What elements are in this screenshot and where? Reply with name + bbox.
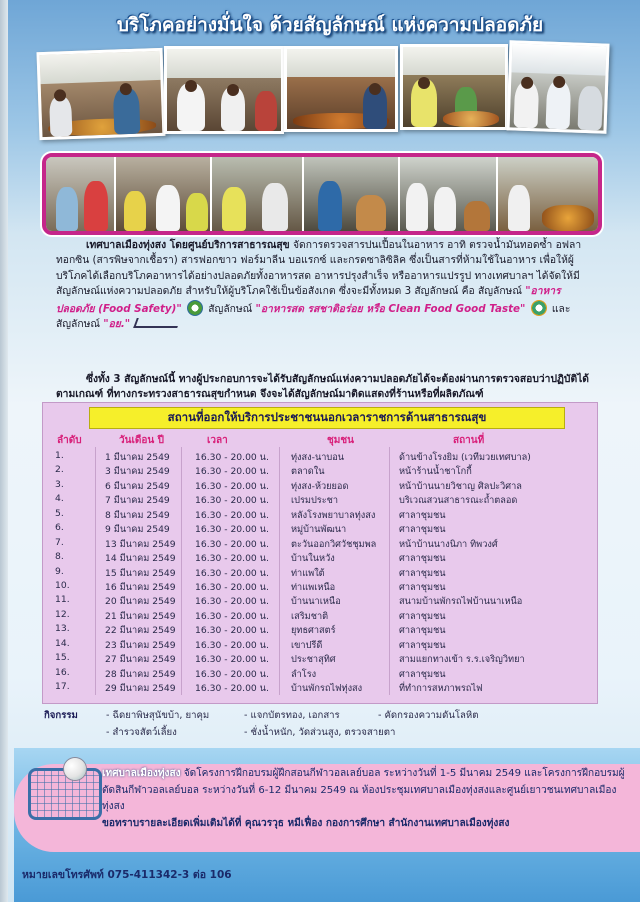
cell-community: เปรมประชา [291, 495, 339, 507]
cell-no: 15. [55, 652, 70, 664]
cell-place: ศาลาชุมชน [399, 581, 446, 593]
market-photo-2 [164, 46, 284, 134]
cell-community: เขาปรีดี [291, 639, 323, 651]
cell-place: ศาลาชุมชน [399, 567, 446, 579]
cell-community: เสริมชาติ [291, 610, 329, 622]
cell-time: 16.30 - 20.00 น. [195, 654, 269, 666]
strip-photo-5 [400, 157, 498, 231]
header-time: เวลา [207, 435, 228, 446]
cell-time: 16.30 - 20.00 น. [195, 610, 269, 622]
table-row [47, 463, 595, 477]
page-edge [0, 0, 8, 902]
cell-place: ศาลาชุมชน [399, 610, 446, 622]
symbols-paragraph: ซึ่งทั้ง 3 สัญลักษณ์นี้ ทางผู้ประกอบการจะได้รับสัญลักษณ์แห่งความปลอดภัยได้จะต้องผ่านการตรวจสอบว่าปฏิบัติได้ตามเกณฑ์ ที่ทางกระทรวงสาธารณสุขกำหนด จึงจะได้สัญลักษณ์มาติดแสดงที่ร้านหรือที่ผลิตภัณฑ์ [56, 373, 589, 401]
table-title: สถานที่ออกให้บริการประชาชนนอกเวลาราชการด้านสาธารณสุข [89, 407, 565, 429]
cell-place: ศาลาชุมชน [399, 509, 446, 521]
footer-line1: จัดโครงการฝึกอบรมผู้ฝึกสอนกีฬาวอลเลย์บอล ระหว่างวันที่ 1-5 มีนาคม 2549 [183, 768, 522, 779]
cell-community: ท่าแพเหนือ [291, 581, 336, 593]
market-photo-4 [400, 44, 508, 130]
cell-time: 16.30 - 20.00 น. [195, 480, 269, 492]
cell-no: 16. [55, 666, 70, 678]
cell-place: หน้าร้านน้ำชาโกกี้ [399, 466, 472, 478]
cell-date: 23 มีนาคม 2549 [105, 639, 176, 651]
cell-community: ยุทธศาสตร์ [291, 625, 336, 637]
intro-paragraph [56, 238, 596, 332]
activity-item: - คัดกรองความดันโลหิต [378, 710, 479, 721]
cell-date: 7 มีนาคม 2549 [105, 495, 170, 507]
cell-place: ศาลาชุมชน [399, 625, 446, 637]
cell-community: บ้านนาเหนือ [291, 596, 341, 608]
cell-date: 21 มีนาคม 2549 [105, 610, 176, 622]
cell-date: 22 มีนาคม 2549 [105, 625, 176, 637]
cell-no: 1. [55, 450, 64, 461]
cell-no: 17. [55, 681, 70, 692]
cell-no: 3. [55, 478, 64, 490]
cell-place: ศาลาชุมชน [399, 524, 446, 536]
cell-date: 3 มีนาคม 2549 [105, 466, 170, 478]
activity-item: - แจกบัตรทอง, เอกสาร [244, 710, 340, 721]
activities-label: กิจกรรม [44, 710, 78, 721]
cell-date: 1 มีนาคม 2549 [105, 452, 170, 463]
table-row [47, 565, 595, 579]
cell-time: 16.30 - 20.00 น. [195, 596, 269, 608]
photo-row-top [38, 42, 608, 144]
strip-photo-4 [304, 157, 400, 231]
cell-no: 10. [55, 579, 70, 591]
strip-photo-1 [46, 157, 116, 231]
cell-community: ตะวันออกวิศวัชชุมพล [291, 538, 377, 550]
cell-no: 13. [55, 623, 70, 635]
symbol-food-safety: "อาหารปลอดภัย (Food Safety)" [56, 285, 561, 315]
table-row [47, 666, 595, 680]
activities-section [44, 706, 604, 746]
cell-no: 8. [55, 551, 64, 563]
photo-strip [42, 153, 602, 235]
cell-time: 16.30 - 20.00 น. [195, 495, 269, 507]
cell-no: 2. [55, 464, 64, 476]
cell-date: 8 มีนาคม 2549 [105, 509, 170, 521]
table-row [47, 521, 595, 535]
table-row [47, 622, 595, 636]
table-row [47, 449, 595, 463]
cell-community: ท่าแพใต้ [291, 567, 325, 579]
strip-photo-6 [498, 157, 602, 231]
table-body [47, 449, 595, 694]
cell-community: หลังโรงพยาบาลทุ่งสง [291, 509, 376, 521]
cell-no: 11. [55, 594, 70, 606]
table-row [47, 593, 595, 607]
cell-community: ทุ่งสง-ห้วยยอด [291, 480, 349, 492]
cell-time: 16.30 - 20.00 น. [195, 581, 269, 593]
footer-text [102, 766, 632, 832]
cell-no: 12. [55, 608, 70, 620]
footer-org: เทศบาลเมืองทุ่งสง [102, 768, 181, 779]
cell-date: 15 มีนาคม 2549 [105, 567, 176, 579]
table-row [47, 478, 595, 492]
cell-no: 14. [55, 637, 70, 649]
cell-date: 16 มีนาคม 2549 [105, 581, 176, 593]
cell-time: 16.30 - 20.00 น. [195, 668, 269, 680]
cell-no: 4. [55, 493, 64, 505]
activity-item: - สำรวจสัตว์เลี้ยง [106, 727, 177, 738]
intro-mid: สัญลักษณ์ [208, 302, 253, 315]
strip-photo-3 [212, 157, 304, 231]
cell-date: 27 มีนาคม 2549 [105, 654, 176, 666]
cell-community: ประชาสุทิศ [291, 654, 336, 666]
table-row [47, 536, 595, 550]
table-row [47, 608, 595, 622]
table-row [47, 637, 595, 651]
table-row [47, 492, 595, 506]
cell-community: บ้านในหวัง [291, 553, 335, 565]
symbol-clean-food: "อาหารสด รสชาติอร่อย หรือ Clean Food Good Taste" [255, 302, 526, 315]
cell-place: ศาลาชุมชน [399, 553, 446, 565]
cell-time: 16.30 - 20.00 น. [195, 639, 269, 651]
volleyball-net-icon [28, 768, 102, 820]
cell-place: สนามบ้านพักรถไฟบ้านนาเหนือ [399, 596, 523, 608]
cell-date: 29 มีนาคม 2549 [105, 683, 176, 694]
cell-time: 16.30 - 20.00 น. [195, 466, 269, 478]
symbol-oy: "อย." [103, 318, 131, 331]
footer-line2: และโครงการฝึกอบรมผู้ตัดสินกีฬาวอลเลย์บอล ระหว่างวันที่ 6-12 มีนาคม 2549 ณ ห้องประชุมเทศบาลเมืองทุ่งสงและศูนย์เยาวชนเทศบาลเมืองทุ่งสง [102, 768, 625, 812]
cell-date: 9 มีนาคม 2549 [105, 524, 170, 536]
clean-food-emblem-icon [531, 300, 547, 316]
table-header [43, 433, 599, 447]
cell-no: 7. [55, 536, 64, 548]
cell-time: 16.30 - 20.00 น. [195, 683, 269, 694]
cell-date: 14 มีนาคม 2549 [105, 553, 176, 565]
cell-place: หน้าบ้านนายวิชาญ ศิลปะวิศาล [399, 480, 522, 492]
cell-time: 16.30 - 20.00 น. [195, 509, 269, 521]
cell-community: ลำโรง [291, 668, 317, 680]
volleyball-icon [64, 758, 86, 780]
cell-place: ศาลาชุมชน [399, 639, 446, 651]
strip-photo-2 [116, 157, 212, 231]
market-photo-1 [37, 48, 166, 140]
cell-time: 16.30 - 20.00 น. [195, 553, 269, 565]
cell-date: 20 มีนาคม 2549 [105, 596, 176, 608]
header-date: วันเดือน ปี [119, 435, 165, 446]
cell-time: 16.30 - 20.00 น. [195, 625, 269, 637]
footer-section [14, 748, 640, 902]
header-place: สถานที่ [453, 435, 485, 446]
table-row [47, 680, 595, 694]
cell-no: 5. [55, 507, 64, 519]
cell-time: 16.30 - 20.00 น. [195, 452, 269, 463]
intro-and: และสัญลักษณ์ [56, 302, 571, 331]
header-no: ลำดับ [57, 435, 82, 446]
cell-place: ศาลาชุมชน [399, 668, 446, 680]
cell-date: 6 มีนาคม 2549 [105, 480, 170, 492]
cell-community: หมู่บ้านพัฒนา [291, 524, 347, 536]
cell-time: 16.30 - 20.00 น. [195, 567, 269, 579]
cell-community: ทุ่งสง-นาบอน [291, 452, 345, 463]
schedule-table [42, 402, 598, 704]
table-row [47, 550, 595, 564]
cell-place: สามแยกทางเข้า ร.ร.เจริญวิทยา [399, 654, 525, 666]
cell-place: ด้านข้างโรงยิม (เวทีมวยเทศบาล) [399, 452, 531, 463]
activity-item: - ชั่งน้ำหนัก, วัดส่วนสูง, ตรวจสายตา [244, 727, 396, 738]
table-row [47, 651, 595, 665]
table-row [47, 507, 595, 521]
cell-date: 13 มีนาคม 2549 [105, 538, 176, 550]
footer-contact: ขอทราบรายละเอียดเพิ่มเติมได้ที่ คุณวรวุธ หมีเฟื่อง กองการศึกษา สำนักงานเทศบาลเมืองทุ่งสง [102, 817, 510, 829]
food-safety-emblem-icon [187, 300, 203, 316]
intro-org: เทศบาลเมืองทุ่งสง โดยศูนย์บริการสาธารณสุข [86, 239, 290, 251]
market-photo-3 [284, 46, 398, 132]
cell-no: 6. [55, 522, 64, 534]
cell-community: บ้านพักรถไฟทุ่งสง [291, 683, 363, 694]
cell-place: บริเวณสวนสาธารณะถ้ำตลอด [399, 495, 518, 507]
cell-community: ตลาดใน [291, 466, 325, 478]
cell-date: 28 มีนาคม 2549 [105, 668, 176, 680]
banner-title: บริโภคอย่างมั่นใจ ด้วยสัญลักษณ์ แห่งความปลอดภัย [116, 14, 544, 36]
cell-no: 9. [55, 565, 64, 577]
header-community: ชุมชน [327, 435, 355, 446]
intro-text: จัดการตรวจสารปนเปื้อนในอาหาร อาทิ ตรวจน้ำมันทอดซ้ำ อฟลาทอกซิน (สารพิษจากเชื้อรา) สารฟอกขาว ฟอร์มาลีน บอแรกซ์ และกรดซาลิซิลิค ซึ่งเป็นสารที่ห้ามใช้ในอาหาร เพื่อให้ผู้บริโภคได้เลือกบริโภคอาหารได้อย่างปลอดภัยทั้งอาหารสด อาหารปรุงสำเร็จ หรืออาหารแปรรูป ทางเทศบาลฯ ได้จัดให้มีสัญลักษณ์แห่งความปลอดภัย สำหรับให้ผู้บริโภคใช้เป็นข้อสังเกต ซึ่งจะมีทั้งหมด 3 สัญลักษณ์ คือ สัญลักษณ์ [56, 239, 582, 298]
oy-logo-icon [134, 318, 182, 328]
cell-place: ที่ทำการสหภาพรถไฟ [399, 683, 483, 694]
cell-place: หน้าบ้านนางนิภา ทิพวงศ์ [399, 538, 498, 550]
activity-item: - ฉีดยาพิษสุนัขบ้า, ยาคุม [106, 710, 210, 721]
footer-phone: หมายเลขโทรศัพท์ 075-411342-3 ต่อ 106 [22, 869, 232, 881]
market-photo-5 [506, 40, 609, 133]
cell-time: 16.30 - 20.00 น. [195, 524, 269, 536]
table-row [47, 579, 595, 593]
cell-time: 16.30 - 20.00 น. [195, 538, 269, 550]
